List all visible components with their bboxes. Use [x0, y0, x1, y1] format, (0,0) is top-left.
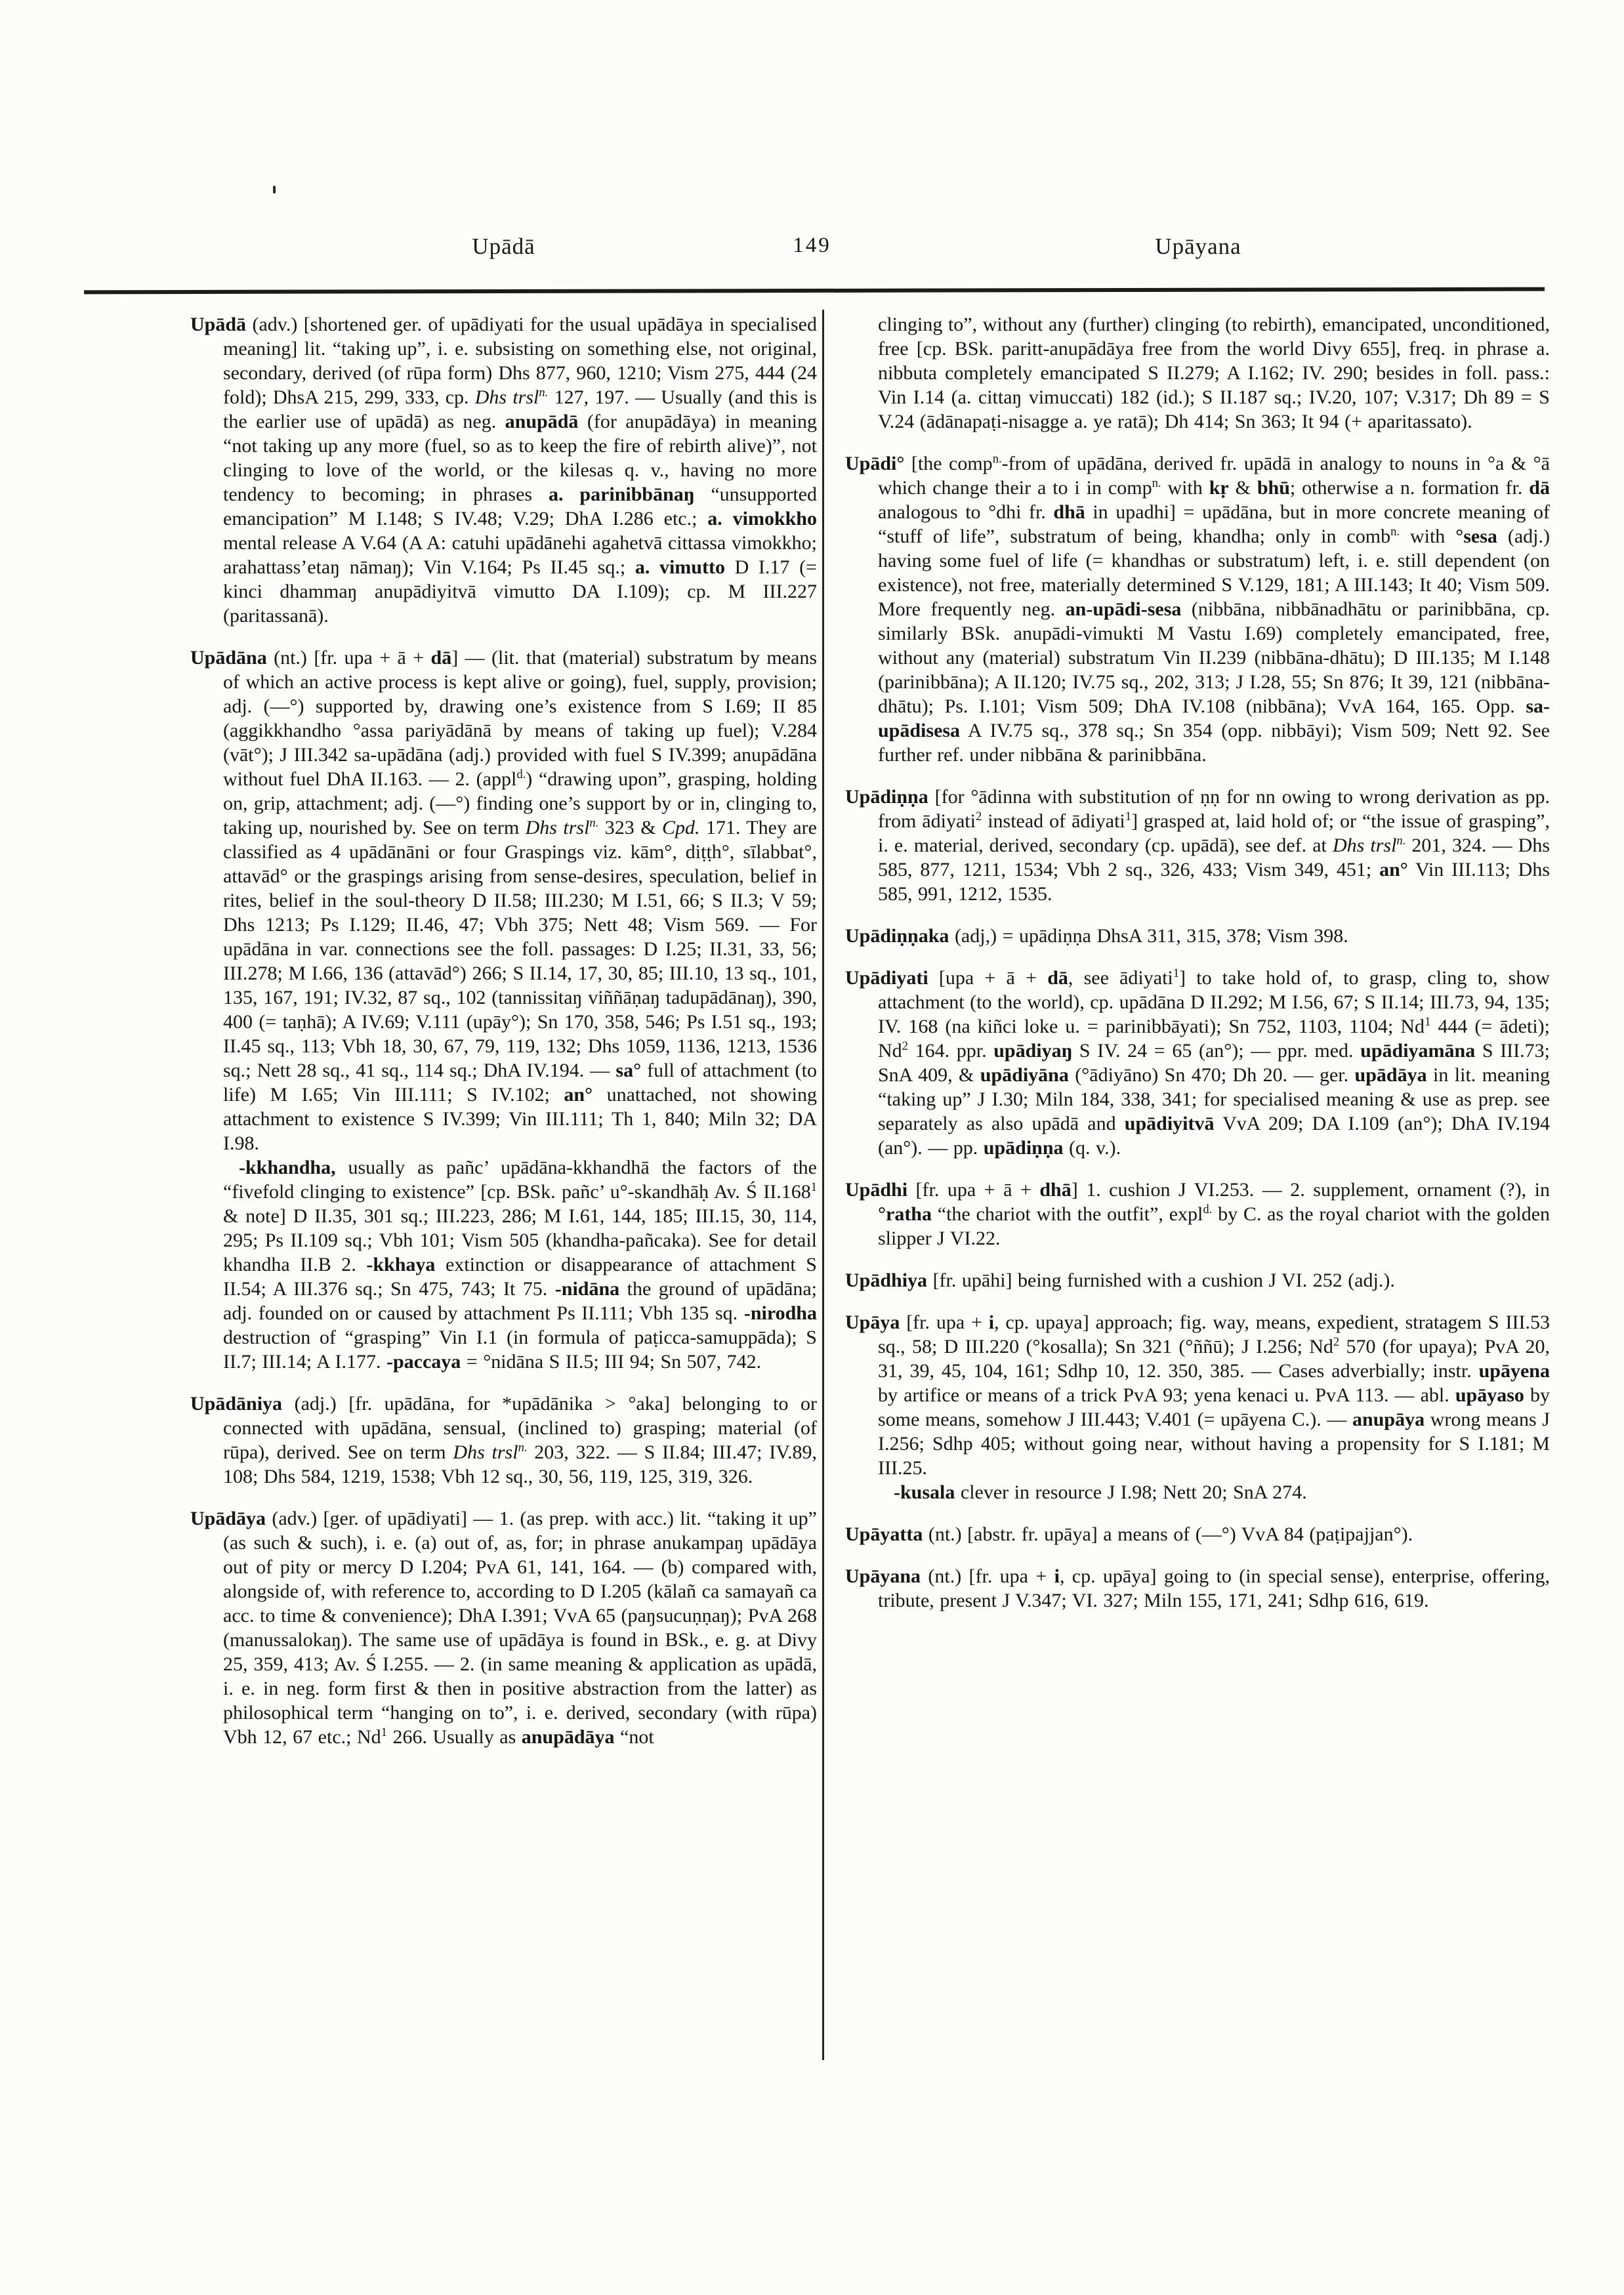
- entry-upadi: [845, 451, 1551, 767]
- text-run: mental release A V.64 (A A: catuhi upādānehi agahetvā cittassa vimokkho; arahattass’etaŋ nāmaŋ); Vin V.164; Ps II.45 sq.;: [223, 532, 817, 578]
- text-run: [for °ādinna with substitution of ṇṇ for nn owing to wrong derivation as pp. from ādiyati: [878, 786, 1550, 832]
- text-run: destruction of “grasping” Vin I.1 (in formula of paṭicca-samuppāda); S II.7; III.14; A I.177.: [223, 1327, 817, 1373]
- text-run: upāyaso: [1455, 1384, 1524, 1406]
- entry-upayana: [845, 1564, 1550, 1613]
- text-run: full of attachment (to life) M I.65; Vin III.111; S IV.102;: [223, 1060, 818, 1106]
- text-run: 1: [1125, 810, 1132, 823]
- text-run: ; otherwise a n. formation fr.: [1289, 477, 1530, 499]
- text-run: & note] D II.35, 301 sq.; III.223, 286; M I.61, 144, 185; III.15, 30, 114, 295; Ps II.109 sq.; Vbh 101; Vism 505 (khandha-pañcaka). See for detail khandha II.B 2.: [223, 1205, 817, 1275]
- text-run: Dhs trsl: [453, 1441, 518, 1463]
- text-run: (nt.) [abstr. fr. upāya] a means of (—°) VvA 84 (paṭipajjan°).: [923, 1523, 1413, 1545]
- text-run: °ratha: [878, 1203, 932, 1225]
- text-run: 1: [1173, 966, 1180, 980]
- text-run: dā: [1529, 477, 1550, 499]
- text-run: sa-upādisesa: [878, 695, 1550, 741]
- text-run: n.: [518, 1441, 528, 1455]
- page-number: 149: [793, 234, 831, 257]
- text-run: “not: [614, 1726, 654, 1748]
- text-run: dhā: [1053, 501, 1085, 523]
- text-run: i: [1054, 1565, 1060, 1587]
- text-run: n.: [992, 452, 1002, 466]
- text-run: Upādhi: [845, 1179, 908, 1201]
- text-run: a. vimutto: [635, 556, 725, 578]
- text-run: ] 1. cushion J VI.253. — 2. supplement, ornament (?), in: [1071, 1179, 1550, 1201]
- text-run: a. parinibbānaŋ: [549, 484, 695, 505]
- text-run: anupādā: [505, 411, 579, 432]
- text-run: ] — (lit. that (material) substratum by means of which an active process is kept alive or going), fuel, supply, provision; adj. (—°) supported by, drawing one’s existence from S I.69; II 85 (aggikkhandho °assa pariyādānā by means of taking up fuel); V.284 (vāt°); J III.342 sa-upādāna (adj.) provided with fuel S IV.399; anupādāna without fuel DhA II.163. — 2. (appl: [223, 647, 817, 790]
- text-run: a. vimokkho: [707, 508, 817, 529]
- entry-upadana: [190, 646, 818, 1155]
- text-run: Vin III.113; Dhs 585, 991, 1212, 1535.: [878, 859, 1550, 905]
- entry-upadinnaka: [845, 924, 1550, 948]
- right-column: [845, 312, 1550, 1613]
- text-run: Upādiṇṇa: [845, 786, 928, 808]
- text-run: (nibbāna, nibbānadhātu or parinibbāna, cp. similarly BSk. anupādi-vimukti M Vastu I.69) completely emancipated, free, without any (material) substratum Vin II.239 (nibbāna-dhātu); D III.135; M I.148 (parinibbāna); A II.120; IV.75 sq., 202, 313; J I.28, 55; Sn 876; It 39, 121 (nibbāna-dhātu); Ps. I.101; Vism 509; DhA IV.108 (nibbāna); VvA 164, 165. Opp.: [878, 598, 1551, 717]
- compounds-upaya: [878, 1480, 1550, 1504]
- text-run: in upadhi] = upādāna, but in more concrete meaning of “stuff of life”, substratum of being, khandha; only in comb: [878, 501, 1550, 547]
- text-run: Upādāniya: [190, 1393, 283, 1415]
- compounds-upadana: [223, 1155, 817, 1374]
- entry-upadinna: [845, 785, 1551, 906]
- text-run: upādiyitvā: [1124, 1113, 1215, 1134]
- text-run: = °nidāna S II.5; III 94; Sn 507, 742.: [461, 1351, 762, 1373]
- text-run: -from of upādāna, derived fr. upādā in analogy to nouns in °a & °ā which change their a to i in comp: [878, 453, 1550, 499]
- text-run: an°: [564, 1084, 593, 1106]
- text-run: D I.17 (= kinci dhammaŋ anupādiyitvā vimutto DA I.109); cp. M III.227 (paritassanā).: [223, 556, 817, 627]
- text-run: n.: [539, 386, 549, 400]
- text-run: (°ādiyāno) Sn 470; Dh 20. — ger.: [1068, 1064, 1355, 1086]
- text-run: Upādāna: [190, 647, 267, 669]
- text-run: Upāyana: [845, 1565, 921, 1587]
- entry-upada: [190, 312, 818, 628]
- text-run: -kusala: [894, 1481, 955, 1503]
- entry-upadaya: [190, 1506, 817, 1749]
- text-run: 266. Usually as: [386, 1726, 522, 1748]
- text-run: Upādi°: [845, 453, 905, 474]
- text-run: -nirodha: [743, 1302, 817, 1324]
- text-run: 127, 197. — Usually (and this is the earlier use of upādā) as neg.: [223, 386, 817, 432]
- text-run: “the chariot with the outfit”, expl: [932, 1203, 1203, 1225]
- text-run: ] grasped at, laid hold of; or “the issue of grasping”, i. e. material, derived, secondary (cp. upādā), see def. at: [878, 810, 1550, 856]
- text-run: with: [1400, 526, 1456, 547]
- running-head-right: Upāyana: [1155, 234, 1241, 259]
- left-column: [190, 312, 817, 1749]
- text-run: in lit. meaning “taking up” J I.30; Miln 184, 338, 341; for specialised meaning & use as prep. see separately as also upādā and: [878, 1064, 1550, 1134]
- text-run: 2: [975, 810, 982, 823]
- text-run: analogous to °dhi fr.: [878, 501, 1054, 523]
- text-run: 203, 322. — S II.84; III.47; IV.89, 108; Dhs 584, 1219, 1538; Vbh 12 sq., 30, 56, 119, 125, 319, 326.: [223, 1441, 818, 1487]
- text-run: “unsupported emancipation” M I.148; S IV.48; V.29; DhA I.286 etc.;: [223, 484, 818, 529]
- text-run: Dhs trsl: [525, 817, 590, 838]
- text-run: Upādā: [190, 314, 247, 335]
- text-run: 444 (= ādeti); Nd: [878, 1016, 1550, 1062]
- text-run: i: [988, 1312, 995, 1333]
- text-run: [upa + ā +: [928, 967, 1048, 989]
- text-run: upādiyaŋ: [993, 1040, 1073, 1062]
- text-run: with: [1161, 477, 1209, 499]
- text-run: extinction or disappearance of attachment S II.54; A III.376 sq.; Sn 475, 743; It 75.: [223, 1254, 817, 1300]
- text-run: Cpd.: [661, 817, 700, 838]
- text-run: n.: [589, 816, 599, 830]
- text-run: 570 (for upaya); PvA 20, 31, 39, 45, 104, 161; Sdhp 10, 12. 350, 385. — Cases adverbially; instr.: [878, 1336, 1550, 1382]
- text-run: ] to take hold of, to grasp, cling to, show attachment (to the world), cp. upādāna D II.292; M I.56, 67; S II.14; III.73, 94, 135; IV. 168 (na kiñci loke u. = parinibbāyati); Sn 752, 1103, 1104; Nd: [878, 967, 1550, 1037]
- header-rule: [84, 287, 1545, 295]
- text-run: A IV.75 sq., 378 sq.; Sn 354 (opp. nibbāyi); Vism 509; Nett 92. See further ref. under nibbāna & parinibbāna.: [878, 720, 1550, 766]
- text-run: -nidāna: [554, 1278, 620, 1300]
- text-run: the ground of upādāna; adj. founded on or caused by attachment Ps II.111; Vbh 135 sq.: [223, 1278, 817, 1324]
- text-run: (adj,) = upādiṇṇa DhsA 311, 315, 378; Vism 398.: [949, 925, 1348, 947]
- text-run: -kkhandha,: [239, 1157, 336, 1178]
- text-run: by artifice or means of a trick PvA 93; yena kenaci u. PvA 113. — abl.: [878, 1384, 1455, 1406]
- text-run: 323 &: [598, 817, 662, 838]
- text-run: d.: [1203, 1203, 1213, 1216]
- text-run: upādiṇṇa: [983, 1137, 1064, 1159]
- text-run: (adj.) having some fuel of life (= khandhas or substratum) left, i. e. still dependent (on existence), not free, materially determined S V.129, 181; A III.143; It 40; Vism 509. More frequently neg.: [878, 526, 1550, 620]
- text-run: [fr. upāhi] being furnished with a cushion J VI. 252 (adj.).: [927, 1270, 1395, 1291]
- text-run: dā: [1047, 967, 1068, 989]
- text-run: an°: [1379, 859, 1408, 880]
- text-run: Upāya: [845, 1312, 900, 1333]
- text-run: Upādiyati: [845, 967, 928, 989]
- text-run: by some means, somehow J III.443; V.401 (= upāyena C.). —: [878, 1384, 1550, 1430]
- text-run: -kkhaya: [366, 1254, 436, 1275]
- text-run: 171. They are classified as 4 upādānāni or four Graspings viz. kām°, diṭṭh°, sīlabbat°, attavād° or the graspings arising from sense-desires, speculation, belief in rites, belief in the soul-theory D II.58; III.230; M I.51, 66; S II.3; V 59; Dhs 1213; Ps I.129; II.46, 47; Vbh 375; Nett 48; Vism 569. — For upādāna in var. connections see the foll. passages: D I.25; II.31, 33, 56; III.278; M I.66, 136 (attavād°) 266; S II.14, 17, 30, 85; III.10, 13 sq., 101, 135, 167, 191; IV.32, 87 sq., 102 (tannissitaŋ viññāṇaŋ tadupādānaŋ), 390, 400 (= taṇhā); A IV.69; V.111 (upāy°); Sn 170, 358, 546; Ps I.51 sq., 193; II.45 sq., 113; Vbh 18, 30, 67, 79, 119, 132; Dhs 1059, 1136, 1213, 1536 sq.; Nett 28 sq., 41 sq., 114 sq.; DhA IV.194. —: [223, 817, 817, 1081]
- text-run: [fr. upa + ā +: [907, 1179, 1040, 1201]
- running-head-left: Upādā: [472, 234, 535, 259]
- entry-upadhiya: [845, 1268, 1550, 1292]
- text-run: (nt.) [fr. upa + ā +: [266, 647, 431, 669]
- text-run: n.: [1152, 476, 1161, 490]
- text-run: by C. as the royal chariot with the golden slipper J VI.22.: [878, 1203, 1551, 1249]
- text-run: 201, 324. — Dhs 585, 877, 1211, 1534; Vbh 2 sq., 326, 433; Vism 349, 451;: [878, 835, 1551, 880]
- text-run: upādiyamāna: [1360, 1040, 1476, 1062]
- text-run: (adv.) [ger. of upādiyati] — 1. (as prep. with acc.) lit. “taking it up” (as such & such), i. e. (a) out of, as, for; in phrase anukampaŋ upādāya out of pity or mercy D I.204; PvA 61, 141, 164. — (b) compared with, alongside of, with reference to, according to D I.205 (kālañ ca samayañ ca acc. to time & convenience); DhA I.391; VvA 65 (paŋsucuṇṇaŋ); PvA 268 (manussalokaŋ). The same use of upādāya is found in BSk., e. g. at Divy 25, 359, 413; Av. Ś I.255. — 2. (in same meaning & application as upādā, i. e. in neg. form first & then in positive abstraction from the latter) as philosophical term “hanging on to”, i. e. derived, secondary (with rūpa) Vbh 12, 67 etc.; Nd: [223, 1508, 817, 1748]
- text-run: (for anupādāya) in meaning “not taking up any more (fuel, so as to keep the fire of rebirth alive)”, not clinging to love of the world, or the kilesas q. v., having no more tendency to becoming; in phrases: [223, 411, 818, 505]
- text-run: ) “drawing upon”, grasping, holding on, grip, attachment; adj. (—°) finding one’s support by or in, clinging to, taking up, nourished by. See on term: [223, 768, 817, 838]
- text-run: (nt.) [fr. upa +: [921, 1565, 1054, 1587]
- text-run: Dhs trsl: [1332, 835, 1397, 856]
- text-run: instead of ādiyati: [982, 810, 1125, 832]
- ink-speck: [273, 186, 276, 194]
- text-run: kṛ: [1209, 477, 1229, 499]
- text-run: clinging to”, without any (further) clinging (to rebirth), emancipated, unconditioned, free [cp. BSk. paritt-anupādāya free from the world Divy 655], freq. in phrase a. nibbuta completely emancipated S II.279; A I.162; IV. 290; besides in foll. pass.: Vin I.14 (a. cittaŋ vimuccati) 182 (id.); S II.187 sq.; IV.20, 107; V.317; Dh 89 = S V.24 (ādānapaṭi-nisagge a. ye ratā); Dh 414; Sn 363; It 94 (+ aparitassato).: [878, 314, 1550, 432]
- text-run: Upādhiya: [845, 1270, 928, 1291]
- text-run: °sesa: [1455, 526, 1497, 547]
- text-run: , see ādiyati: [1068, 967, 1173, 989]
- entry-upayatta: [845, 1522, 1550, 1546]
- text-run: S III.73; SnA 409, &: [878, 1040, 1550, 1086]
- text-run: wrong means J I.256; Sdhp 405; without going near, without having a propensity for S I.181; M III.25.: [878, 1409, 1550, 1479]
- column-divider: [822, 310, 824, 2060]
- text-run: (adj.) [fr. upādāna, for *upādānika > °aka] belonging to or connected with upādāna, sensual, (inclined to) grasping; material (of rūpa), derived. See on term: [223, 1393, 817, 1463]
- text-run: n.: [1390, 525, 1400, 539]
- text-run: Dhs trsl: [474, 386, 539, 408]
- text-run: sa°: [615, 1060, 642, 1081]
- text-run: [fr. upa +: [900, 1312, 989, 1333]
- entry-upadiyati: [845, 966, 1550, 1160]
- entry-upadhi: [845, 1178, 1551, 1251]
- text-run: anupādāya: [521, 1726, 615, 1748]
- text-run: clever in resource J I.98; Nett 20; SnA 274.: [955, 1481, 1307, 1503]
- text-run: Upādiṇṇaka: [845, 925, 949, 947]
- text-run: bhū: [1257, 477, 1290, 499]
- text-run: [the comp: [904, 453, 993, 474]
- text-run: 1: [810, 1180, 817, 1194]
- text-run: 2: [902, 1039, 908, 1053]
- text-run: dā: [430, 647, 452, 669]
- text-run: , cp. upāya] going to (in special sense), enterprise, offering, tribute, present J V.347; VI. 327; Miln 155, 171, 241; Sdhp 616, 619.: [878, 1565, 1550, 1611]
- text-run: anupāya: [1352, 1409, 1425, 1430]
- text-run: , cp. upaya] approach; fig. way, means, expedient, stratagem S III.53 sq., 58; D III.220 (°kosalla); Sn 321 (°ññū); J I.256; Nd: [878, 1312, 1551, 1357]
- text-run: -paccaya: [386, 1351, 461, 1373]
- text-run: (q. v.).: [1063, 1137, 1121, 1159]
- text-run: Upāyatta: [845, 1523, 923, 1545]
- text-run: an-upādi-sesa: [1065, 598, 1182, 620]
- text-run: d.: [516, 768, 526, 781]
- text-run: VvA 209; DA I.109 (an°); DhA IV.194 (an°). — pp.: [878, 1113, 1550, 1159]
- text-run: S IV. 24 = 65 (an°); — ppr. med.: [1072, 1040, 1361, 1062]
- text-run: 164. ppr.: [907, 1040, 994, 1062]
- text-run: upādiyāna: [980, 1064, 1069, 1086]
- text-run: 2: [1333, 1335, 1340, 1349]
- text-run: n.: [1396, 834, 1406, 848]
- text-run: 1: [1425, 1015, 1431, 1029]
- text-run: upādāya: [1354, 1064, 1427, 1086]
- text-run: usually as pañc’ upādāna-kkhandhā the factors of the “fivefold clinging to existence” [cp. BSk. pañc’ u°-skandhāḥ Av. Ś II.168: [223, 1157, 817, 1203]
- text-run: Upādāya: [190, 1508, 266, 1529]
- text-run: upāyena: [1478, 1360, 1550, 1382]
- text-run: (adv.) [shortened ger. of upādiyati for the usual upādāya in specialised meaning] lit. “taking up”, i. e. subsisting on something else, not original, secondary, derived (of rūpa form) Dhs 877, 960, 1210; Vism 275, 444 (24 fold); DhsA 215, 299, 333, cp.: [223, 314, 817, 408]
- text-run: unattached, not showing attachment to existence S IV.399; Vin III.111; Th 1, 840; Miln 32; DA I.98.: [223, 1084, 817, 1154]
- text-run: &: [1228, 477, 1257, 499]
- entry-upadaniya: [190, 1392, 818, 1489]
- text-run: dhā: [1039, 1179, 1072, 1201]
- text-run: 1: [381, 1726, 387, 1739]
- continuation-anupadaya: [878, 312, 1550, 434]
- entry-upaya: [845, 1310, 1551, 1480]
